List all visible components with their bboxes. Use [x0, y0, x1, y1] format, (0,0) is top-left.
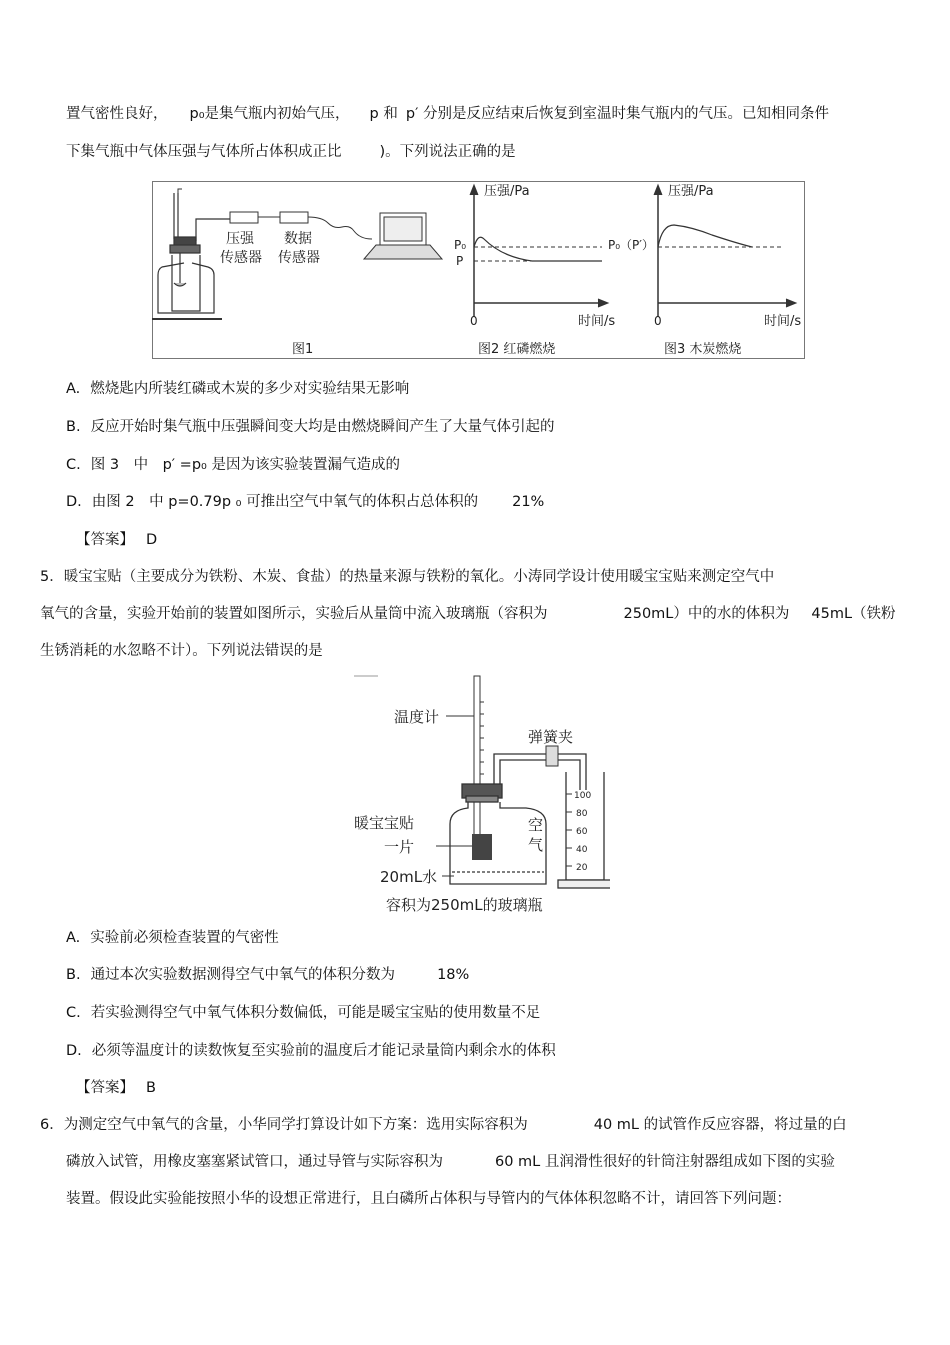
q5-answer: 【答案】 B — [76, 1080, 156, 1096]
g2-origin: 0 — [470, 314, 478, 328]
label-air-2: 气 — [528, 836, 544, 854]
g3-origin: 0 — [654, 314, 662, 328]
q4-option-b: B. 反应开始时集气瓶中压强瞬间变大均是由燃烧瞬间产生了大量气体引起的 — [66, 419, 555, 435]
tick-100: 100 — [574, 791, 592, 801]
q4-option-a: A. 燃烧匙内所装红磷或木炭的多少对实验结果无影响 — [66, 381, 410, 397]
label-bottle-caption: 容积为250mL的玻璃瓶 — [386, 896, 543, 914]
sensor2-line1: 数据 — [284, 231, 312, 247]
warmer-patch — [472, 834, 492, 860]
q4-answer: 【答案】 D — [76, 532, 158, 548]
thermometer — [474, 676, 480, 846]
q5-stem-line3: 生锈消耗的水忽略不计）。下列说法错误的是 — [40, 643, 323, 659]
label-air-1: 空 — [528, 816, 544, 834]
label-water: 20mL水 — [380, 868, 438, 886]
label-warmer-1: 暖宝宝贴 — [354, 814, 415, 832]
q5-option-d: D. 必须等温度计的读数恢复至实验前的温度后才能记录量筒内剩余水的体积 — [66, 1043, 556, 1059]
label-warmer-2: 一片 — [384, 838, 415, 856]
g3-ylabel: 压强/Pa — [668, 184, 714, 199]
q6-stem-line2: 磷放入试管，用橡皮塞塞紧试管口，通过导管与实际容积为 60 mL 且润滑性很好的针筒注射器组成如下图的实验 — [66, 1154, 835, 1170]
pressure-sensor — [230, 212, 258, 223]
q6-stem-line1: 6．为测定空气中氧气的含量，小华同学打算设计如下方案：选用实际容积为 40 mL 的试管作反应容器，将过量的白 — [40, 1117, 847, 1133]
g3-xlabel: 时间/s — [764, 314, 802, 329]
data-sensor — [280, 212, 308, 223]
sensor1-line2: 传感器 — [220, 250, 262, 266]
q5-stem-line2: 氧气的含量，实验开始前的装置如图所示，实验后从量筒中流入玻璃瓶（容积为 250mL）中的水的体积为 45mL（铁粉 — [40, 606, 896, 622]
q5-option-c: C. 若实验测得空气中氧气体积分数偏低，可能是暖宝宝贴的使用数量不足 — [66, 1005, 541, 1021]
q5-figure — [350, 672, 610, 918]
sensor2-line2: 传感器 — [278, 250, 320, 266]
q4-option-d: D. 由图 2 中 p=0.79p ₀ 可推出空气中氧气的体积占总体积的 21% — [66, 494, 545, 510]
caption-fig2: 图2 红磷燃烧 — [478, 342, 556, 357]
label-thermometer: 温度计 — [394, 708, 440, 726]
sensor1-line1: 压强 — [226, 231, 254, 247]
q5-option-a: A. 实验前必须检查装置的气密性 — [66, 930, 279, 946]
q4-stem-line2: 下集气瓶中气体压强与气体所占体积成正比 )。下列说法正确的是 — [66, 144, 516, 160]
glass-bottle — [450, 784, 546, 884]
g3-p0p: P₀（P′） — [608, 238, 655, 252]
tick-80: 80 — [576, 809, 588, 819]
g2-p: P — [456, 254, 464, 268]
caption-fig3: 图3 木炭燃烧 — [664, 342, 742, 357]
q6-stem-line3: 装置。假设此实验能按照小华的设想正常进行，且白磷所占体积与导管内的气体体积忽略不计，请回答下列问题： — [66, 1191, 791, 1207]
g2-xlabel: 时间/s — [578, 314, 616, 329]
q4-stem-line1: 置气密性良好， p₀是集气瓶内初始气压， p 和 p′ 分别是反应结束后恢复到室温时集气瓶内的气压。已知相同条件 — [66, 106, 829, 122]
spring-clip — [546, 746, 558, 766]
tick-20: 20 — [576, 863, 588, 873]
q5-stem-line1: 5．暖宝宝贴（主要成分为铁粉、木炭、食盐）的热量来源与铁粉的氧化。小涛同学设计使用暖宝宝贴来测定空气中 — [40, 569, 775, 585]
caption-fig1: 图1 — [292, 342, 314, 357]
label-clamp: 弹簧夹 — [528, 728, 574, 746]
tick-40: 40 — [576, 845, 588, 855]
q4-option-c: C. 图 3 中 p′ =p₀ 是因为该实验装置漏气造成的 — [66, 457, 400, 473]
q5-option-b: B. 通过本次实验数据测得空气中氧气的体积分数为 18% — [66, 967, 470, 983]
tick-60: 60 — [576, 827, 588, 837]
g2-p0: P₀ — [454, 238, 467, 252]
g2-ylabel: 压强/Pa — [484, 184, 530, 199]
q4-figure — [152, 181, 806, 361]
